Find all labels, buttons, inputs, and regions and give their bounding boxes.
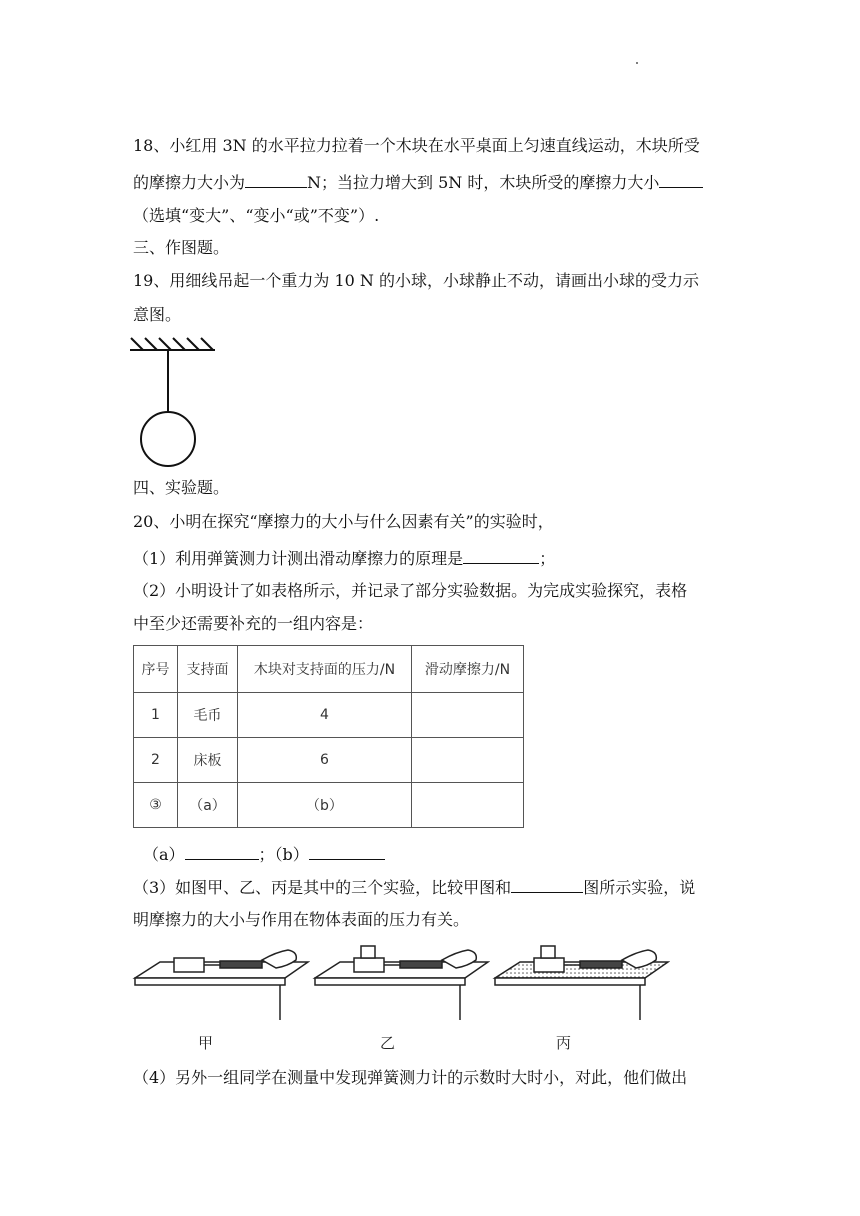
table-cell <box>412 738 524 783</box>
experiment-figure-jia <box>130 940 310 1025</box>
table-cell: 床板 <box>178 738 238 783</box>
q18-line2-end: N；当拉力增大到 5N 时，木块所受的摩擦力大小 <box>307 173 660 192</box>
q18-line1: 18、小红用 3N 的水平拉力拉着一个木块在水平桌面上匀速直线运动，木块所受 <box>133 136 700 155</box>
ceiling-hatch <box>145 338 157 350</box>
hanging-ball-figure <box>125 332 225 467</box>
experiment-figure-yi <box>310 940 490 1025</box>
q20-part1-text: （1）利用弹簧测力计测出滑动摩擦力的原理是 <box>133 549 464 568</box>
q18-line2 <box>133 171 703 193</box>
blank-a[interactable] <box>185 843 259 860</box>
figure-label-jia: 甲 <box>198 1034 214 1052</box>
spring-scale <box>400 961 442 968</box>
table-header-row <box>134 646 524 693</box>
figure-label-yi: 乙 <box>380 1034 396 1052</box>
q18-blank-1[interactable] <box>245 171 307 188</box>
table-cell: 4 <box>238 693 412 738</box>
ceiling-hatch <box>131 338 143 350</box>
wood-block <box>534 958 564 972</box>
section-3-heading: 三、作图题。 <box>133 238 230 257</box>
table-cell: 1 <box>134 693 178 738</box>
table-cell <box>412 693 524 738</box>
weight-block <box>361 946 375 958</box>
q19-line1: 19、用细线吊起一个重力为 10 N 的小球，小球静止不动，请画出小球的受力示 <box>133 271 699 290</box>
q18-line2-start: 的摩擦力大小为 <box>133 173 246 192</box>
q20-ab-line <box>143 843 385 865</box>
spring-scale <box>580 961 622 968</box>
table-cell: （a） <box>178 783 238 828</box>
q20-part1-blank[interactable] <box>463 547 539 564</box>
table-header-cell: 木块对支持面的压力/N <box>238 646 412 693</box>
ball-circle <box>141 412 195 466</box>
table-cell: ③ <box>134 783 178 828</box>
blank-b[interactable] <box>309 843 385 860</box>
table-cell: 6 <box>238 738 412 783</box>
q20-part3-end: 图所示实验，说 <box>583 878 696 897</box>
table-edge <box>495 978 645 985</box>
label-a: （a） <box>143 845 185 864</box>
table-cell: 毛币 <box>178 693 238 738</box>
weight-block <box>541 946 555 958</box>
figure-label-bing: 丙 <box>556 1034 572 1052</box>
table-edge <box>135 978 285 985</box>
label-b: ；（b） <box>258 845 309 864</box>
experiment-figure-bing <box>490 940 670 1025</box>
ceiling-hatch <box>173 338 185 350</box>
q20-part1-end: ； <box>539 549 556 568</box>
q20-part3-line2: 明摩擦力的大小与作用在物体表面的压力有关。 <box>133 910 470 929</box>
q18-line3: （选填“变大”、“变小“或”不变”）. <box>133 206 380 225</box>
table-header-cell: 支持面 <box>178 646 238 693</box>
table-header-cell: 滑动摩擦力/N <box>412 646 524 693</box>
q20-part1 <box>133 547 555 569</box>
q20-intro: 20、小明在探究“摩擦力的大小与什么因素有关”的实验时， <box>133 512 554 531</box>
ceiling-hatch <box>201 338 213 350</box>
table-row <box>134 693 524 738</box>
q20-part3-blank[interactable] <box>511 876 583 893</box>
data-table <box>133 645 524 828</box>
q20-part2-line1: （2）小明设计了如表格所示，并记录了部分实验数据。为完成实验探究，表格 <box>133 581 688 600</box>
ceiling-hatch <box>187 338 199 350</box>
table-cell <box>412 783 524 828</box>
section-4-heading: 四、实验题。 <box>133 478 230 497</box>
table-row <box>134 783 524 828</box>
q19-line2: 意图。 <box>133 305 182 324</box>
q20-part2-line2: 中至少还需要补充的一组内容是： <box>133 614 374 633</box>
table-edge <box>315 978 465 985</box>
wood-block <box>354 958 384 972</box>
page-dot <box>636 62 638 64</box>
table-cell: 2 <box>134 738 178 783</box>
table-cell: （b） <box>238 783 412 828</box>
q20-part4-line1: （4）另外一组同学在测量中发现弹簧测力计的示数时大时小，对此，他们做出 <box>133 1068 688 1087</box>
q18-blank-2[interactable] <box>659 171 703 188</box>
wood-block <box>174 958 204 972</box>
q20-part3-line1 <box>133 876 695 898</box>
table-header-cell: 序号 <box>134 646 178 693</box>
ceiling-hatch <box>159 338 171 350</box>
table-row <box>134 738 524 783</box>
spring-scale <box>220 961 262 968</box>
q20-part3-text: （3）如图甲、乙、丙是其中的三个实验，比较甲图和 <box>133 878 512 897</box>
